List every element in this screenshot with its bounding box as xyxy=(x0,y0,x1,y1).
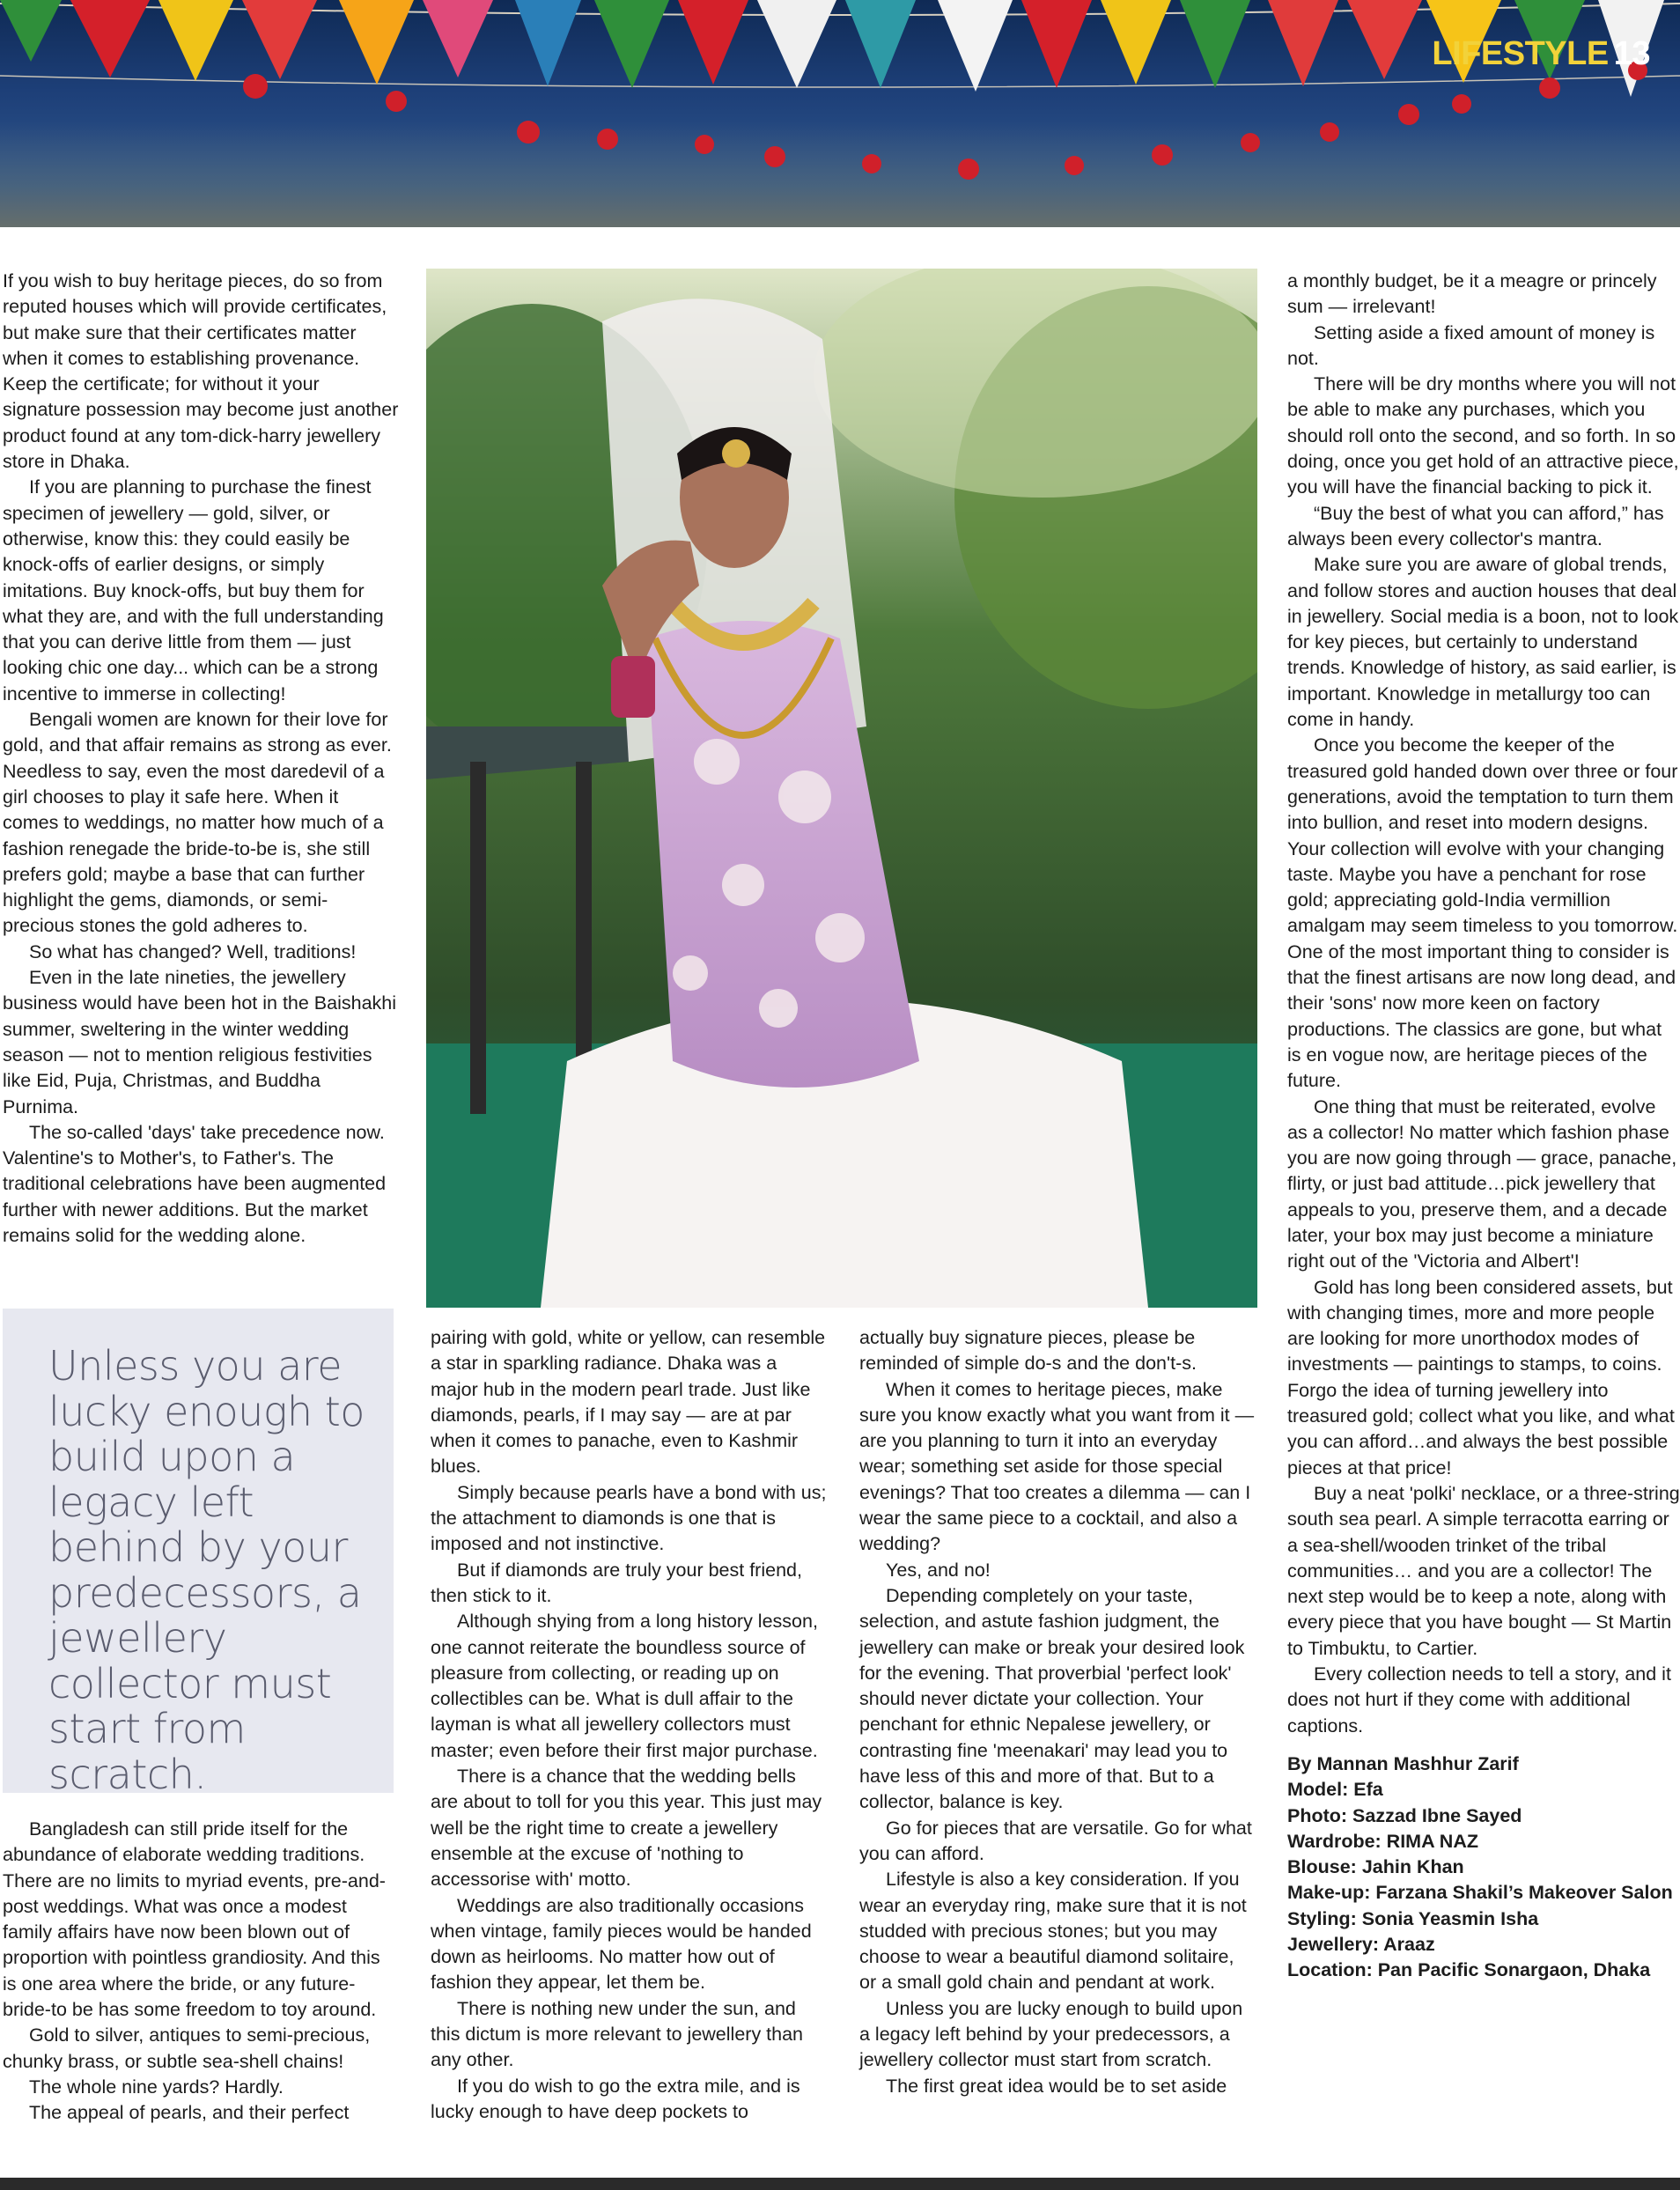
page-number: 13 xyxy=(1613,35,1650,72)
paragraph: When it comes to heritage pieces, make sure you know exactly what you want from it — are you planning to turn it into an everyday wear; something set aside for those special evenings? That too creates a dilemma — can I wear the same piece to a cocktail, and also a wedding? xyxy=(859,1378,1255,1555)
masthead-style: STYLE xyxy=(1502,35,1609,72)
paragraph: But if diamonds are truly your best friend, then stick to it. xyxy=(431,1559,802,1606)
paragraph: Once you become the keeper of the treasured gold handed down over three or four generations, avoid the temptation to turn them into bullion, and reset into modern designs. Your collection will evolve with your changing taste. Maybe you have a penchant for rose gold; appreciating gold-India vermillion amalgam may seem timeless to you tomorrow. One of the most important thing to consider is that the finest artisans are now long dead, and their 'sons' now more keen on factory productions. The classics are gone, but what is en vogue now, are heritage pieces of the future. xyxy=(1287,734,1678,1092)
article-column-4 xyxy=(1287,269,1680,1984)
credit-wardrobe: Wardrobe: RIMA NAZ xyxy=(1287,1830,1478,1852)
paragraph: Every collection needs to tell a story, and it does not hurt if they come with additional captions. xyxy=(1287,1663,1671,1737)
paragraph: Although shying from a long history lesson, one cannot reiterate the boundless source of pleasure from collecting, or reading up on collectibles can be. What is dull affair to the layman is what all jewellery collectors must master; even before their first major purchase. xyxy=(431,1611,818,1761)
credit-blouse: Blouse: Jahin Khan xyxy=(1287,1856,1464,1878)
paragraph: If you are planning to purchase the finest specimen of jewellery — gold, silver, or otherwise, know this: they could easily be knock-offs of earlier designs, or simply imitations. Buy knock-offs, but buy them for what they are, and with the full understanding that you can derive little from them — just looking chic one day... which can be a strong incentive to immerse in collecting! xyxy=(3,476,384,704)
paragraph: Make sure you are aware of global trends, and follow stores and auction houses that deal in jewellery. Social media is a boon, not to look for key pieces, but certainly to understand trends. Knowledge of history, as said earlier, is important. Knowledge in metallurgy too can come in handy. xyxy=(1287,554,1679,731)
paragraph: One thing that must be reiterated, evolve as a collector! No matter which fashion phase you are now going through — grace, panache, flirty, or just bad attitude…pick jewellery that appeals to you, preserve them, and a decade later, your box may just become a miniature right out of the 'Victoria and Albert'! xyxy=(1287,1095,1677,1272)
paragraph: If you do wish to go the extra mile, and is lucky enough to have deep pockets to xyxy=(431,2075,800,2122)
paragraph: actually buy signature pieces, please be reminded of simple do-s and the don't-s. xyxy=(859,1327,1197,1375)
masthead-life: LIFE xyxy=(1432,35,1503,72)
credit-jewellery: Jewellery: Araaz xyxy=(1287,1934,1435,1955)
byline: By Mannan Mashhur Zarif xyxy=(1287,1752,1519,1774)
section-masthead xyxy=(1432,35,1650,73)
paragraph: Buy a neat 'polki' necklace, or a three-string south sea pearl. A simple terracotta earring or a sea-shell/wooden trinket of the tribal communities… and you are a collector! The next step would be to keep a note, along with every piece that you have bought — St Martin to Timbuktu, to Cartier. xyxy=(1287,1482,1680,1659)
paragraph: There is a chance that the wedding bells are about to toll for you this year. This just may well be the right time to create a jewellery ensemble at the excuse of 'nothing to accessorise with' motto. xyxy=(431,1766,822,1891)
paragraph: So what has changed? Well, traditions! xyxy=(29,940,357,962)
credit-photo: Photo: Sazzad Ibne Sayed xyxy=(1287,1804,1522,1826)
paragraph: Even in the late nineties, the jewellery business would have been hot in the Baishakhi summer, sweltering in the winter wedding season — not to mention religious festivities like Eid, Puja, Christmas, and Buddha Purnima. xyxy=(3,967,397,1117)
pull-quote-text: Unless you are lucky enough to build upon a legacy left behind by your predecessors, a jewellery collector must start from scratch. xyxy=(48,1342,365,1798)
pull-quote-box xyxy=(3,1309,394,1798)
paragraph: Yes, and no! xyxy=(886,1559,991,1581)
paragraph: Depending completely on your taste, selection, and astute fashion judgment, the jewellery can make or break your desired look for the evening. That proverbial 'perfect look' should never dictate your collection. Your penchant for ethnic Nepalese jewellery, or contrasting fine 'meenakari' may lead you to have less of this and more of that. But to a collector, balance is key. xyxy=(859,1584,1245,1813)
bunting-flags-illustration xyxy=(0,0,1680,227)
paragraph: Go for pieces that are versatile. Go for what you can afford. xyxy=(859,1817,1252,1864)
page-bottom-rule xyxy=(0,2178,1680,2190)
paragraph: Gold to silver, antiques to semi-precious, chunky brass, or subtle sea-shell chains! xyxy=(3,2024,371,2072)
paragraph: Bangladesh can still pride itself for the abundance of elaborate wedding traditions. There are no limits to myriad events, pre-and-post weddings. What was once a modest family affairs have now been blown out of proportion with pointless grandiosity. And this is one area where the bride, or any future-bride-to be has some freedom to toy around. xyxy=(3,1818,386,2021)
paragraph: The so-called 'days' take precedence now. Valentine's to Mother's, to Father's. The traditional celebrations have been augmented further with newer additions. But the market remains solid for the wedding alone. xyxy=(3,1121,387,1246)
paragraph: a monthly budget, be it a meagre or princely sum — irrelevant! xyxy=(1287,270,1657,318)
paragraph: “Buy the best of what you can afford,” has always been every collector's mantra. xyxy=(1287,502,1664,549)
article-column-1-top xyxy=(3,269,399,1249)
header-banner-photo xyxy=(0,0,1680,227)
credit-styling: Styling: Sonia Yeasmin Isha xyxy=(1287,1907,1539,1929)
paragraph: Unless you are lucky enough to build upon a legacy left behind by your predecessors, a jewellery collector must start from scratch. xyxy=(859,1997,1243,2071)
paragraph: Setting aside a fixed amount of money is not. xyxy=(1287,321,1655,369)
paragraph: Lifestyle is also a key consideration. If you wear an everyday ring, make sure that it is not studded with precious stones; but you may choose to wear a beautiful diamond solitaire, or a small gold chain and pendant at work. xyxy=(859,1869,1247,1994)
article-column-1-bottom xyxy=(3,1817,394,2127)
paragraph: Simply because pearls have a bond with us; the attachment to diamonds is one that is imposed and not instinctive. xyxy=(431,1481,827,1555)
article-column-2 xyxy=(431,1325,827,2125)
paragraph: The whole nine yards? Hardly. xyxy=(29,2076,284,2098)
bride-photo-illustration xyxy=(426,269,1257,1308)
credit-makeup: Make-up: Farzana Shakil’s Makeover Salon xyxy=(1287,1882,1673,1904)
article-column-3 xyxy=(859,1325,1256,2099)
credits-block xyxy=(1287,1751,1680,1984)
credit-location: Location: Pan Pacific Sonargaon, Dhaka xyxy=(1287,1959,1651,1981)
paragraph: The first great idea would be to set aside xyxy=(886,2075,1227,2097)
paragraph: pairing with gold, white or yellow, can resemble a star in sparkling radiance. Dhaka was a major hub in the modern pearl trade. Just like diamonds, pearls, if I may say — are at par when it comes to panache, even to Kashmir blues. xyxy=(431,1327,826,1478)
paragraph: If you wish to buy heritage pieces, do so from reputed houses which will provide certificates, but make sure that their certificates matter when it comes to establishing provenance. Keep the certificate; for without it your signature possession may become just another product found at any tom-dick-harry jewellery store in Dhaka. xyxy=(3,270,399,473)
paragraph: There will be dry months where you will not be able to make any purchases, which you should roll onto the second, and so forth. In so doing, once you get hold of an attractive piece, you will have the financial backing to pick it. xyxy=(1287,373,1679,498)
paragraph: Bengali women are known for their love for gold, and that affair remains as strong as ever. Needless to say, even the most daredevil of a girl chooses to play it safe here. When it comes to weddings, no matter how much of a fashion renegade the bride-to-be is, she still prefers gold; maybe a base that can further highlight the gems, diamonds, or semi-precious stones the gold adheres to. xyxy=(3,709,392,937)
paragraph: The appeal of pearls, and their perfect xyxy=(29,2102,350,2124)
paragraph: There is nothing new under the sun, and this dictum is more relevant to jewellery than any other. xyxy=(431,1997,804,2071)
paragraph: Weddings are also traditionally occasions when vintage, family pieces would be handed down as heirlooms. No matter how out of fashion they appear, let them be. xyxy=(431,1894,812,1994)
main-fashion-photo xyxy=(426,269,1257,1308)
paragraph: Gold has long been considered assets, but with changing times, more and more people are looking for more unorthodox modes of investments — paintings to stamps, to coins. Forgo the idea of turning jewellery into treasured gold; collect what you like, and what you can afford…and always the best possible pieces at that price! xyxy=(1287,1276,1675,1478)
credit-model: Model: Efa xyxy=(1287,1779,1383,1801)
